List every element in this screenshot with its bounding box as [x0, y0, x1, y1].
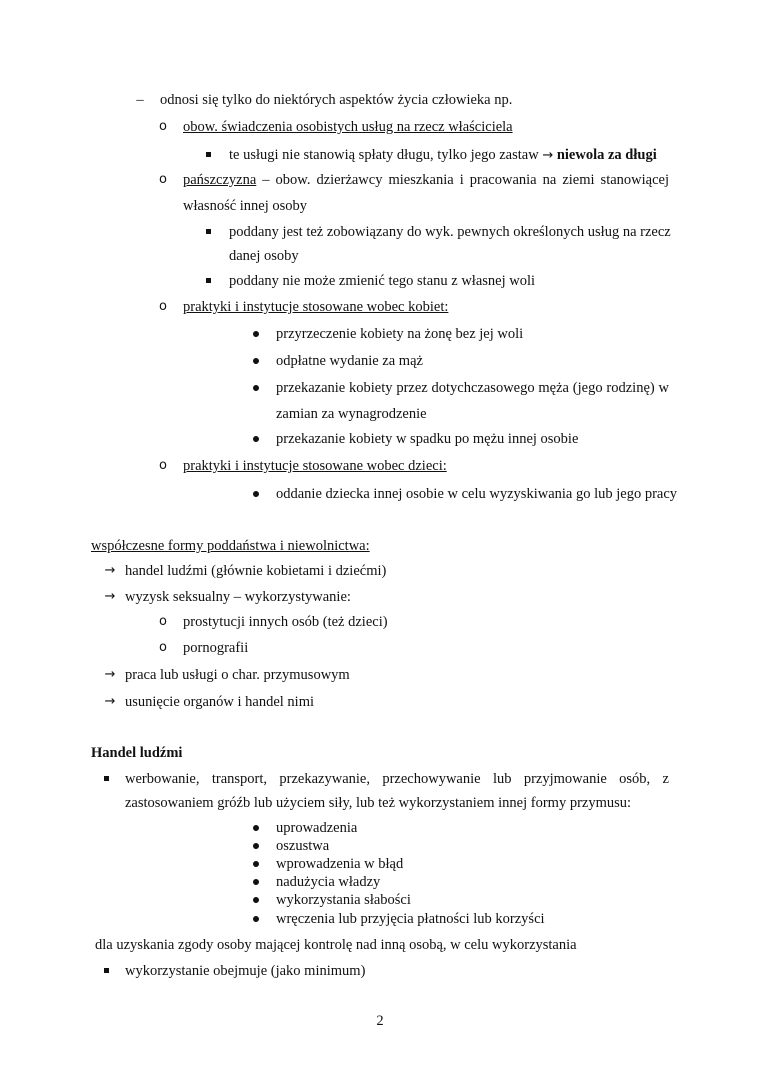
- trafficking-consent: dla uzyskania zgody osoby mającej kontrolę nad inną osobą, w celu wykorzystania: [95, 937, 577, 953]
- round-bullet-icon: [252, 485, 260, 503]
- s1-item1-bold: niewola za długi: [556, 147, 657, 163]
- s2-line2: własność innej osoby: [183, 198, 308, 214]
- square-bullet-icon: [205, 146, 213, 164]
- trafficking-item2: wykorzystanie obejmuje (jako minimum): [125, 963, 366, 979]
- arrow-right-icon: →: [104, 589, 116, 604]
- dash-marker: –: [136, 92, 144, 108]
- intro-text: odnosi się tylko do niektórych aspektów życia człowieka np.: [160, 92, 513, 108]
- square-bullet-icon: [103, 770, 111, 788]
- circle-marker: o: [159, 119, 167, 134]
- trafficking-bullet: wprowadzenia w błąd: [276, 856, 404, 872]
- modern-item1: handel ludźmi (głównie kobietami i dziećmi): [125, 563, 387, 579]
- s2-line1: [183, 171, 669, 189]
- round-bullet-icon: [252, 873, 260, 891]
- trafficking-bullet: wręczenia lub przyjęcia płatności lub korzyści: [276, 911, 545, 927]
- square-bullet-icon: [205, 223, 213, 241]
- square-bullet-icon: [205, 272, 213, 290]
- arrow-right-icon: →: [104, 667, 116, 682]
- modern-item4: usunięcie organów i handel nimi: [125, 694, 314, 710]
- round-bullet-icon: [252, 910, 260, 928]
- modern-item3: praca lub usługi o char. przymusowym: [125, 667, 350, 683]
- round-bullet-icon: [252, 379, 260, 397]
- s4-item1: oddanie dziecka innej osobie w celu wyzyskiwania go lub jego pracy: [276, 486, 678, 502]
- trafficking-bullet: oszustwa: [276, 838, 330, 854]
- square-bullet-icon: [103, 962, 111, 980]
- s2-line1-rest: – obow. dzierżawcy mieszkania i pracowania na ziemi stanowiącej: [262, 172, 669, 188]
- round-bullet-icon: [252, 855, 260, 873]
- page-number: 2: [376, 1013, 384, 1029]
- circle-marker: o: [159, 299, 167, 314]
- round-bullet-icon: [252, 325, 260, 343]
- modern-sub2: pornografii: [183, 640, 249, 656]
- arrow-right-icon: →: [104, 563, 116, 578]
- round-bullet-icon: [252, 352, 260, 370]
- s3-heading: praktyki i instytucje stosowane wobec kobiet:: [183, 299, 449, 315]
- arrow-right-icon: →: [104, 694, 116, 709]
- trafficking-bullet: nadużycia władzy: [276, 874, 381, 890]
- trafficking-bullet: wykorzystania słabości: [276, 892, 411, 908]
- trafficking-item1-line1: werbowanie, transport, przekazywanie, przechowywanie lub przyjmowanie osób, z: [125, 771, 669, 787]
- s2-item2: poddany nie może zmienić tego stanu z własnej woli: [229, 273, 536, 289]
- s3-item2: odpłatne wydanie za mąż: [276, 353, 423, 369]
- s2-item1-line1: poddany jest też zobowiązany do wyk. pewnych określonych usług na rzecz: [229, 224, 671, 240]
- s1-item1: [229, 146, 657, 165]
- s3-item1: przyrzeczenie kobiety na żonę bez jej woli: [276, 326, 524, 342]
- modern-heading: współczesne formy poddaństwa i niewolnictwa:: [91, 538, 370, 554]
- s3-item4: przekazanie kobiety w spadku po mężu innej osobie: [276, 431, 579, 447]
- s3-item3-line1: przekazanie kobiety przez dotychczasowego męża (jego rodzinę) w: [276, 380, 669, 396]
- s3-item3-line2: zamian za wynagrodzenie: [276, 406, 427, 422]
- circle-marker: o: [159, 458, 167, 473]
- s1-heading: obow. świadczenia osobistych usług na rzecz właściciela: [183, 119, 513, 135]
- s1-item1-text: te usługi nie stanowią spłaty długu, tylko jego zastaw: [229, 147, 539, 163]
- s2-item1-line2: danej osoby: [229, 248, 299, 264]
- modern-sub1: prostytucji innych osób (też dzieci): [183, 614, 388, 630]
- round-bullet-icon: [252, 819, 260, 837]
- s2-heading: pańszczyzna: [183, 172, 257, 188]
- circle-marker: o: [159, 172, 167, 187]
- round-bullet-icon: [252, 430, 260, 448]
- s4-heading: praktyki i instytucje stosowane wobec dzieci:: [183, 458, 447, 474]
- trafficking-bullet: uprowadzenia: [276, 820, 358, 836]
- modern-item2: wyzysk seksualny – wykorzystywanie:: [125, 589, 351, 605]
- circle-marker: o: [159, 640, 167, 655]
- trafficking-heading: Handel ludźmi: [91, 745, 183, 761]
- round-bullet-icon: [252, 837, 260, 855]
- round-bullet-icon: [252, 891, 260, 909]
- circle-marker: o: [159, 614, 167, 629]
- arrow-right-icon: →: [542, 148, 554, 163]
- trafficking-item1-line2: zastosowaniem gróźb lub użyciem siły, lub też wykorzystaniem innej formy przymusu:: [125, 795, 632, 811]
